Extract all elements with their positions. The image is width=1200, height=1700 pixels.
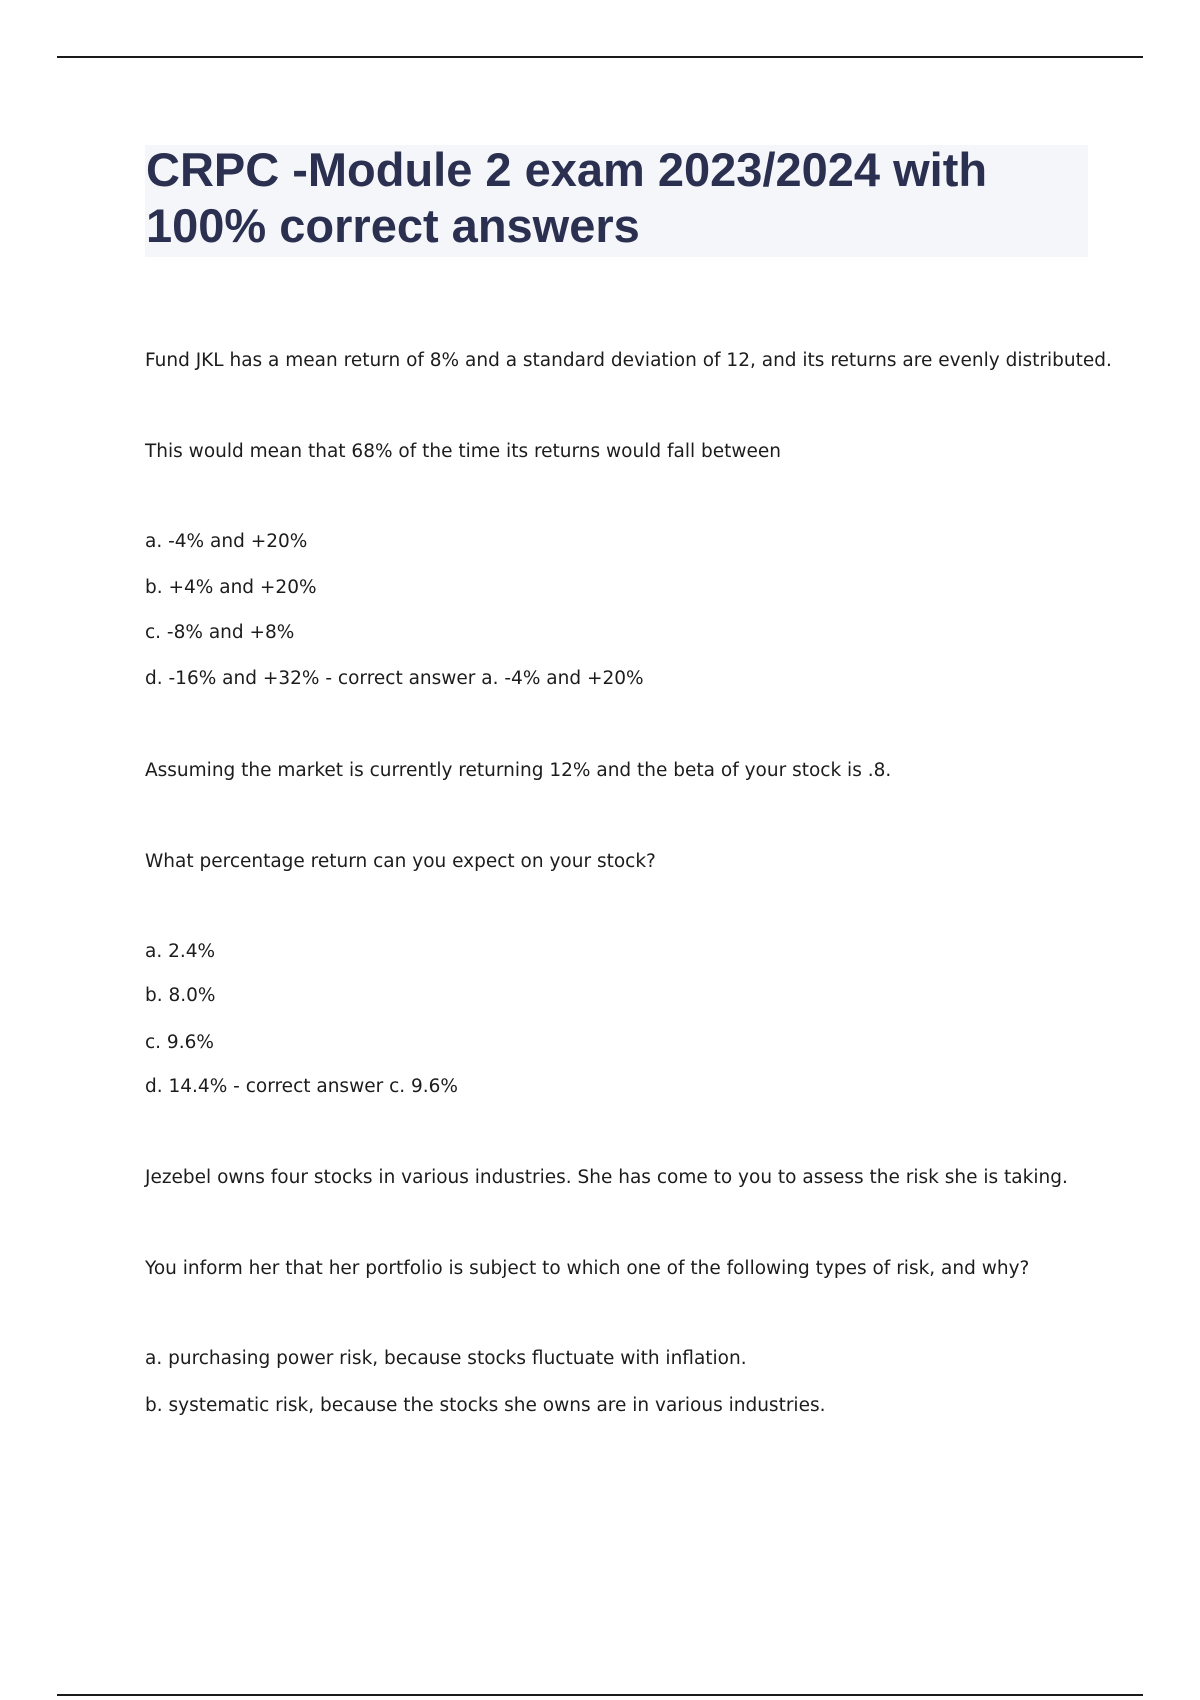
question-1-option-a: a. -4% and +20% bbox=[145, 531, 308, 552]
question-2-stem-1: Assuming the market is currently returning 12% and the beta of your stock is .8. bbox=[145, 760, 892, 781]
header-rule bbox=[57, 56, 1143, 58]
footer-rule bbox=[57, 1694, 1143, 1696]
question-2-option-b: b. 8.0% bbox=[145, 985, 216, 1006]
question-1-option-d-answer: d. -16% and +32% - correct answer a. -4% and +20% bbox=[145, 668, 644, 689]
question-3-option-a: a. purchasing power risk, because stocks fluctuate with inflation. bbox=[145, 1348, 747, 1369]
question-3-stem-2: You inform her that her portfolio is subject to which one of the following types of risk, and why? bbox=[145, 1258, 1030, 1279]
question-2-option-d-answer: d. 14.4% - correct answer c. 9.6% bbox=[145, 1076, 459, 1097]
question-1-option-c: c. -8% and +8% bbox=[145, 622, 295, 643]
question-2-option-c: c. 9.6% bbox=[145, 1032, 214, 1053]
question-2-stem-2: What percentage return can you expect on your stock? bbox=[145, 851, 656, 872]
question-3-stem-1: Jezebel owns four stocks in various industries. She has come to you to assess the risk she is taking. bbox=[145, 1167, 1068, 1188]
document-title: CRPC -Module 2 exam 2023/2024 with 100% correct answers bbox=[146, 143, 988, 252]
question-2-option-a: a. 2.4% bbox=[145, 941, 216, 962]
question-1-stem-2: This would mean that 68% of the time its returns would fall between bbox=[145, 441, 781, 462]
question-1-option-b: b. +4% and +20% bbox=[145, 577, 317, 598]
question-3-option-b: b. systematic risk, because the stocks she owns are in various industries. bbox=[145, 1395, 826, 1416]
question-1-stem-1: Fund JKL has a mean return of 8% and a standard deviation of 12, and its returns are evenly distributed. bbox=[145, 350, 1112, 371]
